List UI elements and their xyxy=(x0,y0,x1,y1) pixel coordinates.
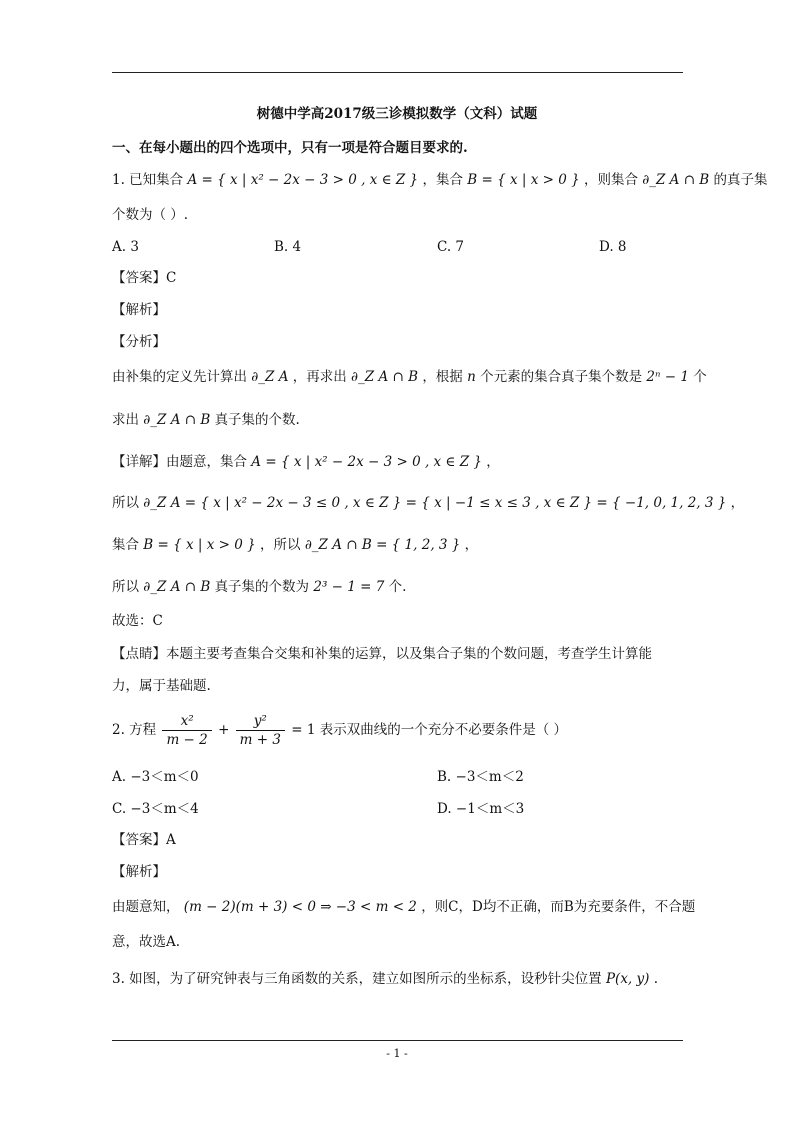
q1-analysis-line1 xyxy=(112,367,707,387)
step2-text-3: ， xyxy=(464,537,479,553)
q1-step1 xyxy=(112,493,744,513)
q2-solution-line2: 意，故选A. xyxy=(112,934,181,950)
q1-jiexi-label: 【解析】 xyxy=(112,302,166,318)
analysis-text-4: 个元素的集合真子集个数是 xyxy=(480,369,643,385)
analysis-var-n: n xyxy=(467,369,476,385)
q1-expression: ∂_Z A ∩ B xyxy=(642,172,710,188)
q3-stem-text: 3. 如图，为了研究钟表与三角函数的关系，建立如图所示的坐标系，设秒针尖位置 xyxy=(112,971,602,987)
q1-stem-text-3: ，则集合 xyxy=(583,172,638,188)
analysis-text: 由补集的定义先计算出 xyxy=(112,369,247,385)
q1-answer: 【答案】C xyxy=(112,270,177,286)
step3-expr-count: 2³ − 1 = 7 xyxy=(313,579,385,595)
q2-equals: = 1 xyxy=(291,722,316,738)
q2-answer: 【答案】A xyxy=(112,832,176,848)
header-rule xyxy=(112,72,683,73)
q2-option-a: A. −3＜m＜0 xyxy=(112,769,199,785)
step2-text-2: ，所以 xyxy=(260,537,301,553)
q2-stem xyxy=(112,710,567,750)
q2-frac2-numerator: y² xyxy=(236,712,285,731)
q3-stem xyxy=(112,969,658,989)
analysis2-text: 求出 xyxy=(112,412,139,428)
q1-step3 xyxy=(112,577,406,597)
q2-fraction-1 xyxy=(162,712,211,749)
q1-choose: 故选：C xyxy=(112,613,163,629)
step2-text: 集合 xyxy=(112,537,139,553)
q1-detail-line xyxy=(112,452,500,472)
q1-option-a: A. 3 xyxy=(112,239,139,255)
q2-plus: + xyxy=(218,722,230,738)
q2-solution-line1 xyxy=(112,897,695,917)
q2-option-b: B. −3＜m＜2 xyxy=(437,769,524,785)
detail-expr: A = { x | x² − 2x − 3 > 0 , x ∈ Z } xyxy=(251,454,482,470)
q1-fenxi-label: 【分析】 xyxy=(112,334,166,350)
q2-sol-expr: (m − 2)(m + 3) < 0 ⇒ −3 < m < 2 xyxy=(183,899,417,915)
analysis-text-5: 个 xyxy=(693,369,707,385)
step3-text-3: 个. xyxy=(388,579,407,595)
section-heading: 一、在每小题出的四个选项中，只有一项是符合题目要求的. xyxy=(112,140,468,156)
step3-text-2: 真子集的个数为 xyxy=(214,579,310,595)
q2-jiexi-label: 【解析】 xyxy=(112,864,166,880)
q1-stem-text-4: 的真子集 xyxy=(713,172,768,188)
q1-option-d: D. 8 xyxy=(599,239,627,255)
q2-fraction-2 xyxy=(236,712,285,749)
q1-stem-line2: 个数为（ ）. xyxy=(112,207,189,223)
q2-option-d: D. −1＜m＜3 xyxy=(437,801,525,817)
step1-text-2: ， xyxy=(730,495,745,511)
q1-set-a: A = { x | x² − 2x − 3 > 0 , x ∈ Z } xyxy=(187,172,419,188)
step2-expr-result: ∂_Z A ∩ B = { 1, 2, 3 } xyxy=(304,537,461,553)
q2-stem-text-2: 表示双曲线的一个充分不必要条件是（ ） xyxy=(319,722,568,738)
q2-frac1-numerator: x² xyxy=(162,712,211,731)
q1-set-b: B = { x | x > 0 } xyxy=(467,172,580,188)
step3-expr: ∂_Z A ∩ B xyxy=(143,579,211,595)
q3-stem-text-2: . xyxy=(653,971,659,987)
analysis-expr-complement: ∂_Z A xyxy=(251,369,289,385)
page-title: 树德中学高2017级三诊模拟数学（文科）试题 xyxy=(256,106,538,122)
q1-comment-line2: 力，属于基础题. xyxy=(112,678,211,694)
q2-frac1-denominator: m − 2 xyxy=(166,732,208,748)
q1-option-c: C. 7 xyxy=(437,239,465,255)
footer-rule xyxy=(112,1040,683,1041)
q1-step2 xyxy=(112,535,478,555)
analysis2-text-2: 真子集的个数. xyxy=(214,412,300,428)
step1-text: 所以 xyxy=(112,495,139,511)
q1-stem-text: 1. 已知集合 xyxy=(112,172,184,188)
q1-option-b: B. 4 xyxy=(274,239,302,255)
q2-frac2-denominator: m + 3 xyxy=(239,732,281,748)
q2-sol-text: 由题意知， xyxy=(112,899,180,915)
step1-expr: ∂_Z A = { x | x² − 2x − 3 ≤ 0 , x ∈ Z } = { x | −1 ≤ x ≤ 3 , x ∈ Z } = { −1, 0, 1, 2, 3 } xyxy=(143,495,727,511)
q1-stem-line1 xyxy=(112,170,768,190)
q2-sol-text-2: ，则C，D均不正确，而B为充要条件，不合题 xyxy=(421,899,696,915)
analysis-text-2: ，再求出 xyxy=(292,369,347,385)
analysis2-expr: ∂_Z A ∩ B xyxy=(143,412,211,428)
step2-expr-b: B = { x | x > 0 } xyxy=(143,537,256,553)
q1-comment-line1: 【点睛】本题主要考查集合交集和补集的运算，以及集合子集的个数问题，考查学生计算能 xyxy=(112,646,652,662)
q3-point-expr: P(x, y) xyxy=(605,971,650,987)
q1-analysis-line2 xyxy=(112,410,300,430)
analysis-expr-power: 2ⁿ − 1 xyxy=(646,369,689,385)
detail-text: 【详解】由题意，集合 xyxy=(112,454,247,470)
step3-text: 所以 xyxy=(112,579,139,595)
q2-option-c: C. −3＜m＜4 xyxy=(112,801,199,817)
q2-stem-text: 2. 方程 xyxy=(112,722,157,738)
analysis-expr-intersection: ∂_Z A ∩ B xyxy=(351,369,419,385)
analysis-text-3: ，根据 xyxy=(422,369,463,385)
detail-text-2: ， xyxy=(486,454,500,470)
page-number: - 1 - xyxy=(386,1047,408,1060)
q1-stem-text-2: ，集合 xyxy=(422,172,463,188)
